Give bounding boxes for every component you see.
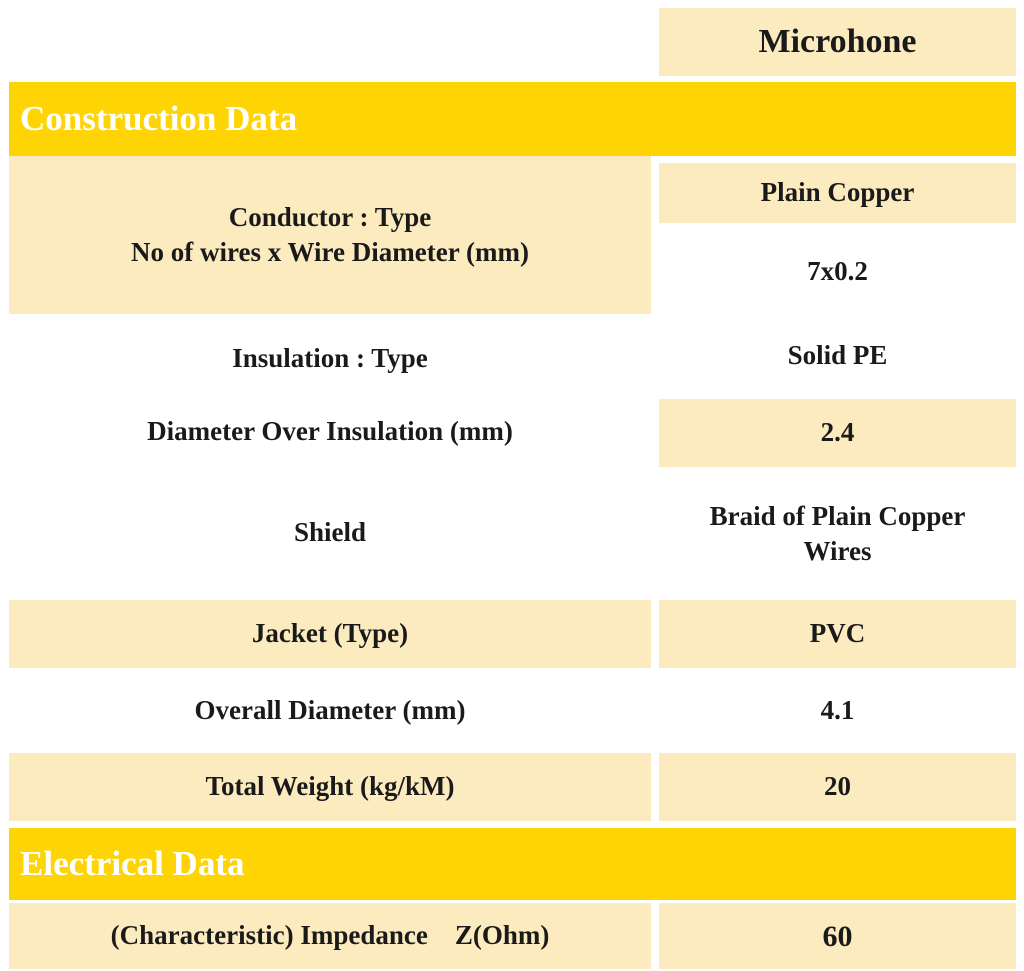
conductor-label-line1: Conductor : Type: [228, 201, 432, 232]
shield-label: Shield: [293, 517, 367, 548]
total-weight-value: 20: [659, 753, 1016, 821]
impedance-label: (Characteristic) Impedance Z(Ohm): [9, 903, 651, 969]
insulation-value: Solid PE: [787, 340, 888, 371]
impedance-value: 60: [659, 903, 1016, 969]
diameter-over-insulation-value: 2.4: [659, 399, 1016, 467]
overall-diameter-label: Overall Diameter (mm): [194, 695, 466, 726]
shield-value: [659, 488, 1016, 580]
section-header-electrical: Electrical Data: [9, 828, 1016, 900]
jacket-value: PVC: [659, 600, 1016, 668]
column-header-microphone: Microhone: [659, 8, 1016, 76]
total-weight-label: Total Weight (kg/kM): [9, 753, 651, 821]
section-header-construction: Construction Data: [9, 82, 1016, 156]
conductor-type-value: Plain Copper: [659, 163, 1016, 223]
shield-value-line2: Wires: [803, 536, 872, 566]
jacket-label: Jacket (Type): [9, 600, 651, 668]
conductor-wires-value: 7x0.2: [807, 256, 868, 287]
insulation-label: Insulation : Type: [232, 343, 428, 374]
overall-diameter-value: 4.1: [820, 695, 855, 726]
diameter-over-insulation-label: Diameter Over Insulation (mm): [147, 416, 513, 447]
conductor-label-line2: No of wires x Wire Diameter (mm): [131, 237, 529, 267]
shield-value-line1: Braid of Plain Copper: [709, 500, 966, 531]
conductor-label: [9, 156, 651, 314]
